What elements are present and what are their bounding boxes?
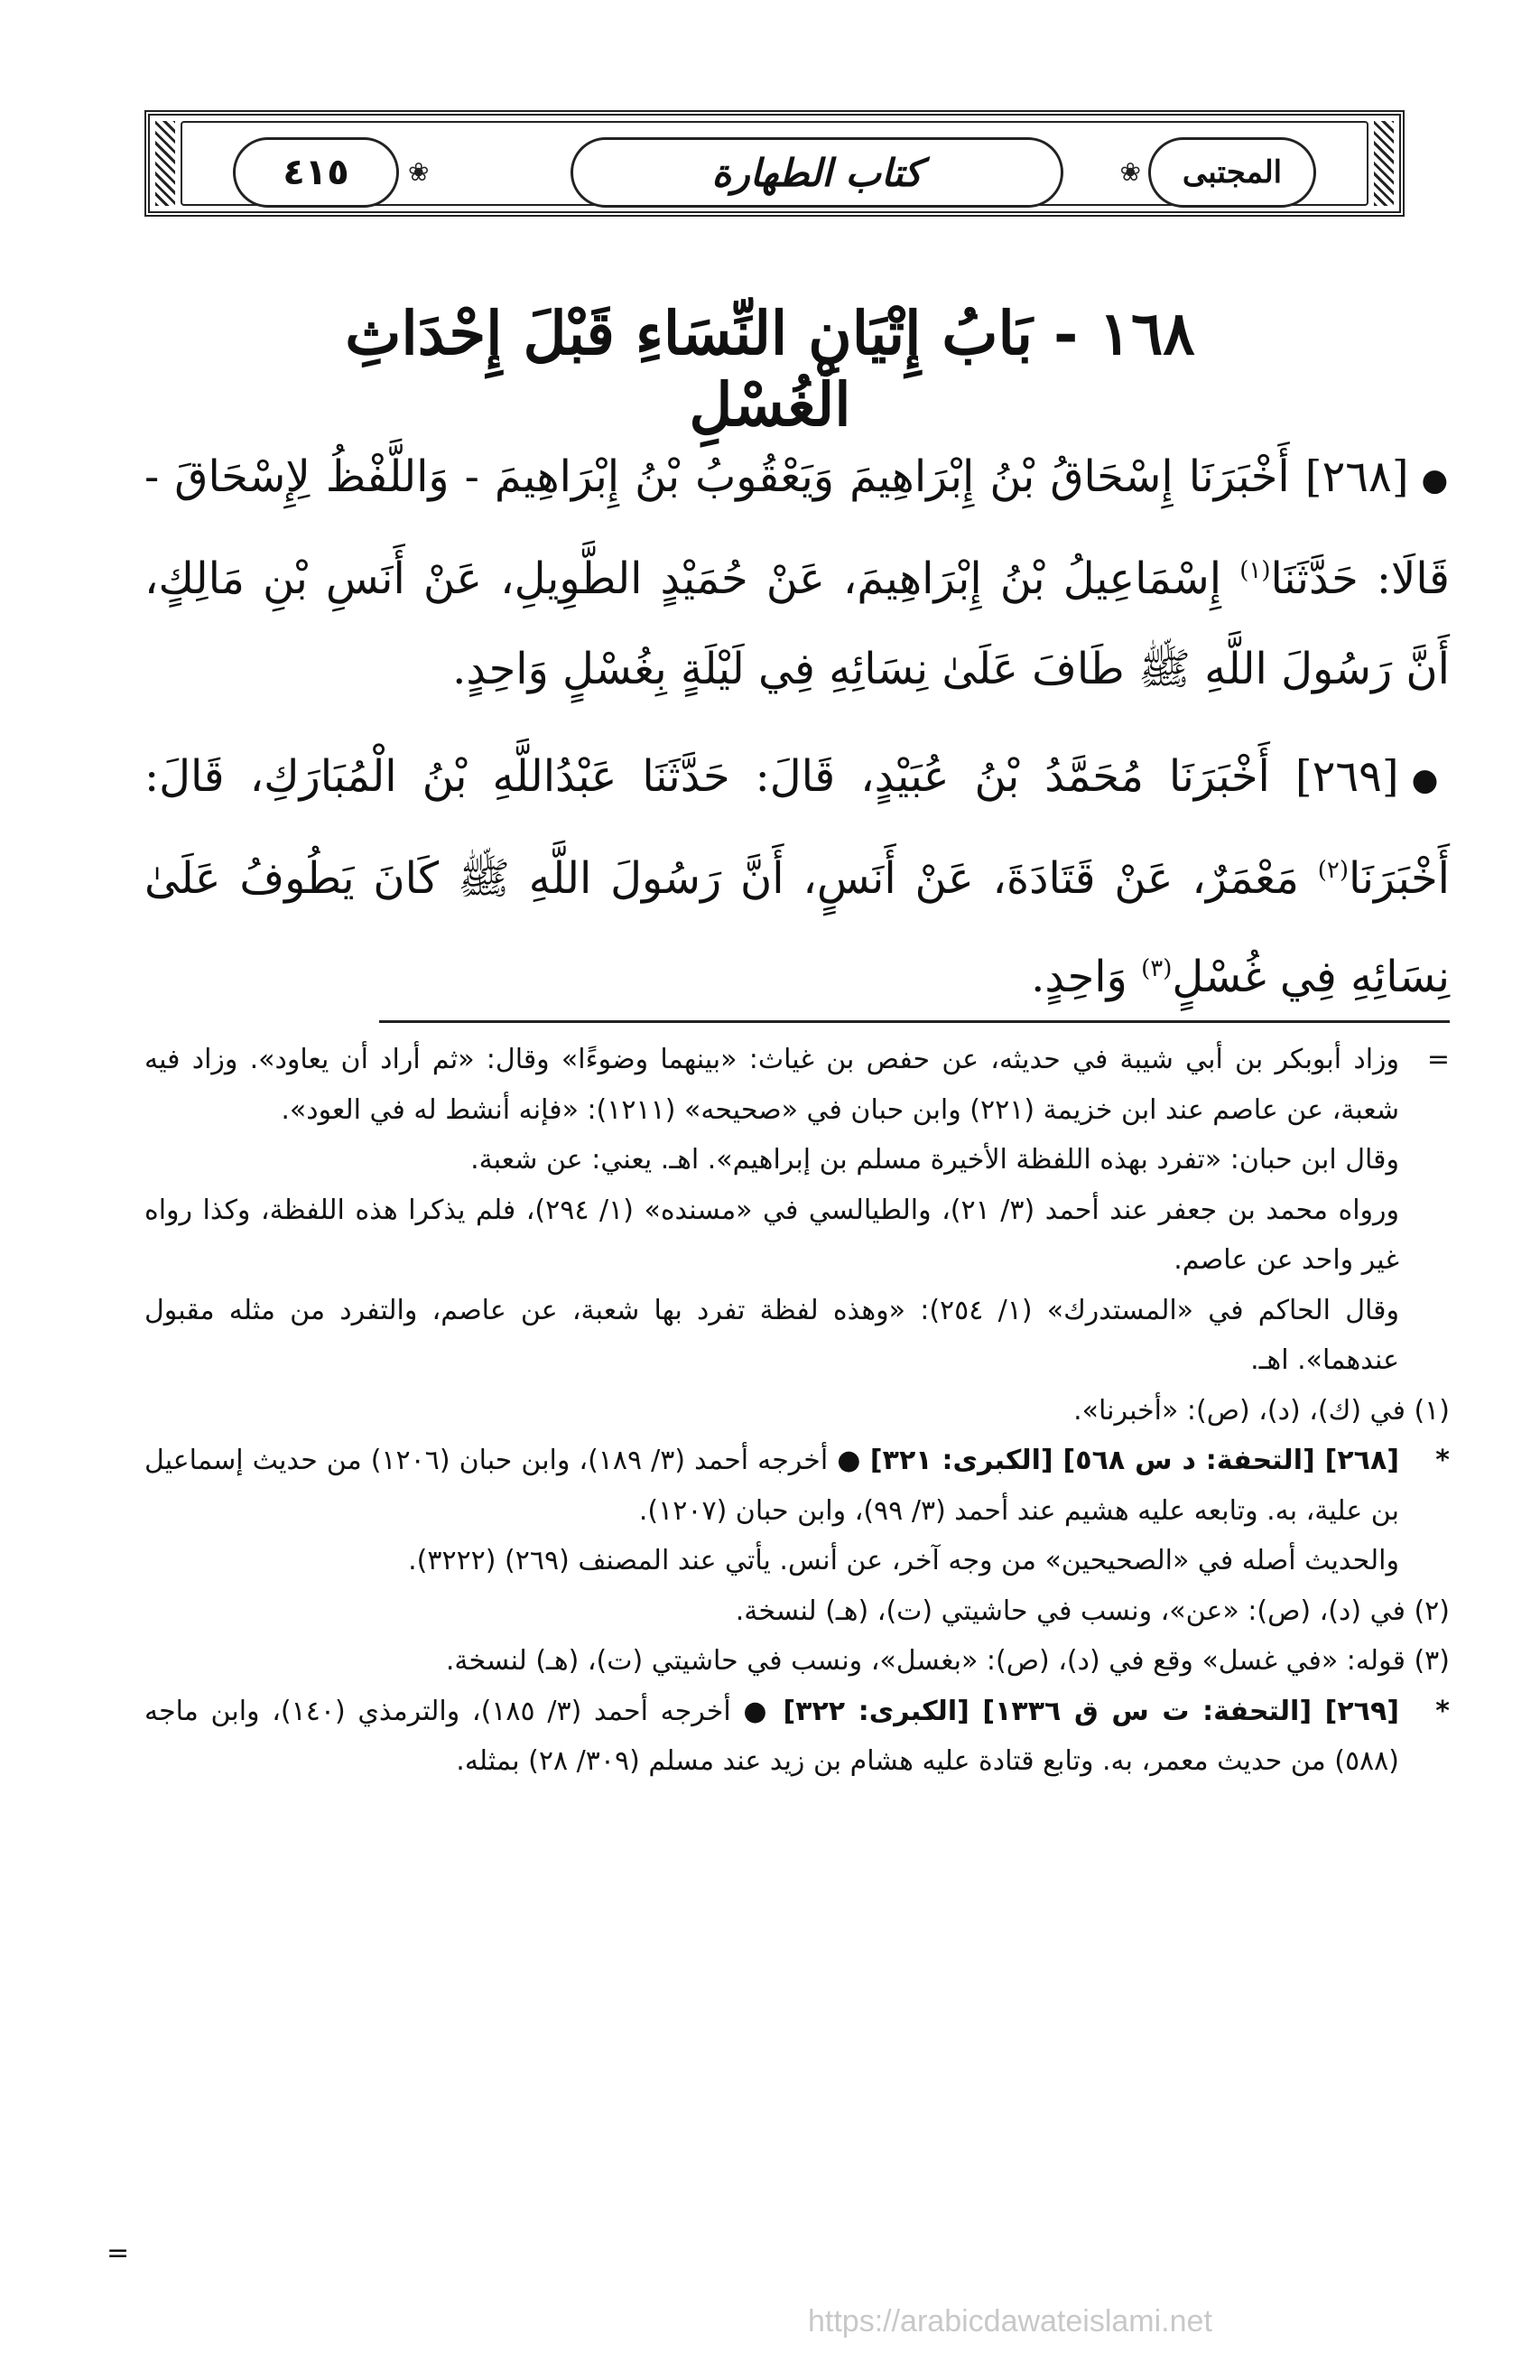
footnote-3: (٣) قوله: «في غسل» وقع في (د)، (ص): «بغسل»، ونسب في حاشيتي (ت)، (هـ) لنسخة. xyxy=(445,1645,1450,1677)
footnote-continuation xyxy=(144,1035,1450,1386)
takhrij-269-head: [٢٦٩] [التحفة: ت س ق ١٣٣٦] [الكبرى: ٣٢٢] xyxy=(783,1695,1399,1727)
hadith-269-text-2: مَعْمَرٌ، عَنْ قَتَادَةَ، عَنْ أَنَسٍ، أَنَّ رَسُولَ اللَّهِ ﷺ كَانَ يَطُوفُ عَلَىٰ نِسَائِهِ فِي غُسْلٍ xyxy=(144,852,1450,1002)
ornament-icon: ❀ xyxy=(1119,157,1141,187)
hadith-269-text-1: [٢٦٩] أَخْبَرَنَا مُحَمَّدُ بْنُ عُبَيْدٍ، قَالَ: حَدَّثَنَا عَبْدُاللَّهِ بْنُ الْمُبَارَكِ، قَالَ: أَخْبَرَنَا xyxy=(144,751,1450,904)
book-emblem: المجتبى xyxy=(1148,137,1316,208)
takhrij-269-body: أخرجه أحمد (٣/ ١٨٥)، والترمذي (١٤٠)، وابن ماجه (٥٨٨) من حديث معمر، به. وتابع قتادة عليه هشام بن زيد عند مسلم (٣٠٩/ ٢٨) بمثله. xyxy=(144,1695,1399,1777)
footnote-cont-paragraph: وزاد أبوبكر بن أبي شيبة في حديثه، عن حفص بن غياث: «بينهما وضوءًا» وقال: «ثم أراد أن يعاود». وزاد فيه شعبة، عن عاصم عند ابن خزيمة (٢٢١) وابن حبان في «صحيحه» (١٢١١): «فإنه أنشط له في العود». xyxy=(144,1044,1399,1126)
hadith-268-text-1: [٢٦٨] أَخْبَرَنَا إِسْحَاقُ بْنُ إِبْرَاهِيمَ وَيَعْقُوبُ بْنُ إِبْرَاهِيمَ - وَاللَّفْظُ لِإِسْحَاقَ - قَالَا: حَدَّثَنَا xyxy=(144,451,1451,604)
hadith-268 xyxy=(144,432,1450,714)
footnote-ref-3: (٣) xyxy=(1141,954,1173,982)
continuation-mark-end: = xyxy=(107,2237,130,2269)
hadith-269 xyxy=(144,731,1450,1022)
continuation-mark: = xyxy=(1426,1044,1450,1075)
takhrij-268-body: أخرجه أحمد (٣/ ١٨٩)، وابن حبان (١٢٠٦) من حديث إسماعيل بن علية، به. وتابعه عليه هشيم عند أحمد (٣/ ٩٩)، وابن حبان (١٢٠٧). xyxy=(144,1445,1399,1527)
bullet-icon: ● xyxy=(1421,461,1450,498)
footnote-ref-1: (١) xyxy=(1239,556,1271,584)
ornament-border-right xyxy=(1374,121,1394,206)
watermark-url: https://arabicdawateislami.net xyxy=(808,2304,1212,2338)
star-icon: * xyxy=(1435,1695,1450,1727)
page-number: ٤١٥ xyxy=(233,137,399,208)
footnote-cont-paragraph: وقال ابن حبان: «تفرد بهذه اللفظة الأخيرة مسلم بن إبراهيم». اهـ. يعني: عن شعبة. xyxy=(470,1144,1399,1176)
ornament-icon: ❀ xyxy=(408,157,430,187)
dot-icon: ● xyxy=(743,1695,771,1727)
takhrij-269-text xyxy=(144,1687,1450,1787)
takhrij-268-body-2: والحديث أصله في «الصحيحين» من وجه آخر، عن أنس. يأتي عند المصنف (٢٦٩) (٣٢٢٢). xyxy=(408,1545,1399,1576)
ornament-border-left xyxy=(155,121,175,206)
footnote-1: (١) في (ك)، (د)، (ص): «أخبرنا». xyxy=(1073,1394,1450,1427)
footnote-ref-2: (٢) xyxy=(1317,856,1350,884)
hadith-268-text-2: إِسْمَاعِيلُ بْنُ إِبْرَاهِيمَ، عَنْ حُمَيْدٍ الطَّوِيلِ، عَنْ أَنَسِ بْنِ مَالِكٍ، أَنَّ رَسُولَ اللَّهِ ﷺ طَافَ عَلَىٰ نِسَائِهِ فِي لَيْلَةٍ بِغُسْلٍ وَاحِدٍ. xyxy=(144,553,1450,694)
book-section-title: كتاب الطهارة xyxy=(571,137,1063,208)
dot-icon: ● xyxy=(837,1445,861,1476)
takhrij-269 xyxy=(144,1687,1450,1787)
footnotes xyxy=(144,1035,1450,1787)
takhrij-268 xyxy=(144,1436,1450,1586)
chapter-heading: ١٦٨ - بَابُ إِتْيَانِ النِّسَاءِ قَبْلَ إِحْدَاثِ الْغُسْلِ xyxy=(345,298,1195,441)
footnote-cont-paragraph: وقال الحاكم في «المستدرك» (١/ ٢٥٤): «وهذه لفظة تفرد بها شعبة، عن عاصم، والتفرد من مثله مقبول عندهما». اهـ. xyxy=(144,1294,1399,1376)
star-icon: * xyxy=(1435,1445,1450,1476)
hadith-269-text-3: وَاحِدٍ. xyxy=(1031,951,1127,1002)
takhrij-268-head: [٢٦٨] [التحفة: د س ٥٦٨] [الكبرى: ٣٢١] xyxy=(869,1445,1399,1476)
footnote-separator xyxy=(379,1020,1450,1023)
takhrij-268-text xyxy=(144,1436,1450,1536)
bullet-icon: ● xyxy=(1411,761,1451,798)
running-head-inner xyxy=(181,121,1368,206)
footnote-2: (٢) في (د)، (ص): «عن»، ونسب في حاشيتي (ت)، (هـ) لنسخة. xyxy=(735,1594,1450,1627)
running-head-frame xyxy=(144,110,1405,217)
footnote-cont-paragraph: ورواه محمد بن جعفر عند أحمد (٣/ ٢١)، والطيالسي في «مسنده» (١/ ٢٩٤)، فلم يذكرا هذه اللفظة، وكذا رواه غير واحد عن عاصم. xyxy=(144,1194,1399,1276)
